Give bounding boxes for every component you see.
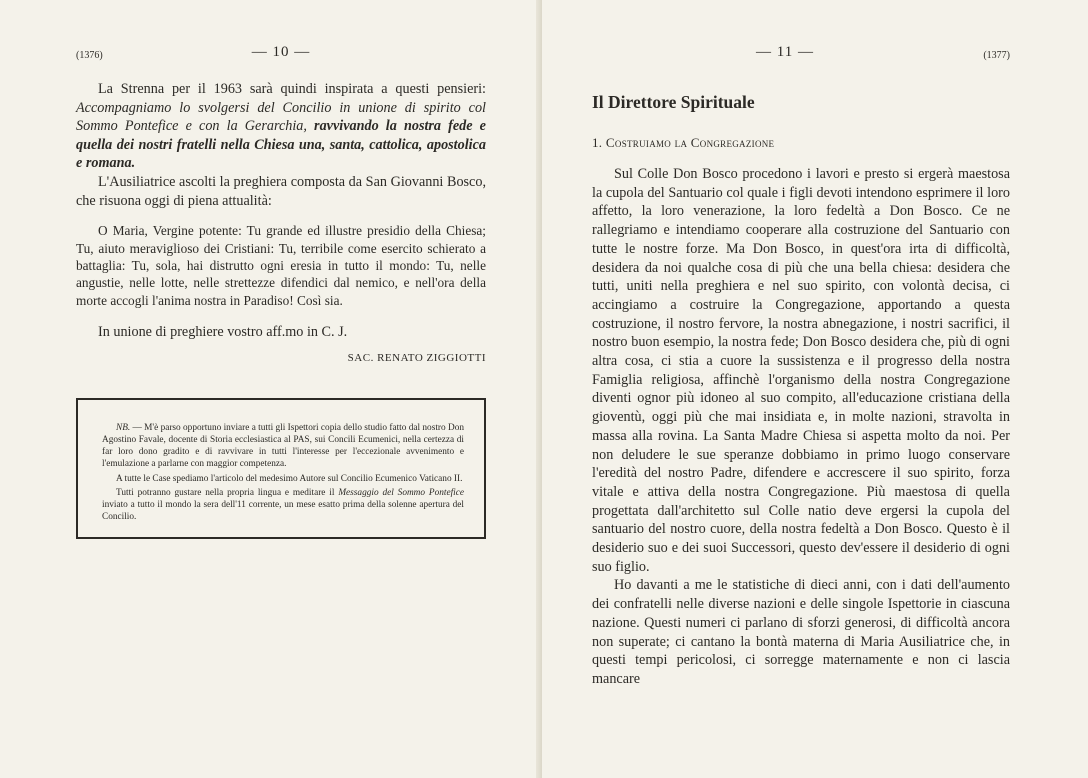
subheading-number: 1. — [592, 135, 603, 150]
signature: SAC. RENATO ZIGGIOTTI — [347, 351, 486, 364]
nb-box — [76, 398, 486, 540]
nb-text-3-italic: Messaggio del Sommo Pontefice — [338, 487, 464, 498]
subheading-text: Costruiamo la Congregazione — [605, 135, 775, 150]
left-page — [0, 0, 542, 778]
nb-paragraph-2: A tutte le Case spediamo l'articolo del medesimo Autore sul Concilio Ecumenico Vaticano II. — [116, 473, 463, 484]
santuario-paragraph: Sul Colle Don Bosco procedono i lavori e presto si ergerà maestosa la cupola del Santuario col quale i figli devoti intendono esprimere il loro affetto, la loro venerazione, la loro fedeltà a Don Bosco. Ce ne rallegriamo e intendiamo cooperare alla costruzione del Santuario con tutte le nostre forze. Ma Don Bosco, in quest'ora irta di difficoltà, desidera da noi qualche cosa di più che una bella chiesa: desidera che tutti, uniti nella preghiera e nel suo spirito, con volontà decisa, ci accingiamo a costruire la Congregazione, apportando a questa costruzione, il nostro fervore, la nostra abnegazione, i nostri sacrifici, il nostro buon esempio, la nostra fede; Don Bosco desidera che, più di ogni altra cosa, ci stia a cuore la sussistenza e il progresso della nostra Famiglia religiosa, affinchè l'organismo della nostra Congregazione diventi ognor più idoneo al suo compito, all'educazione cristiana della gioventù, oggi più che mai insidiata e, in molte nazioni, stravolta in massa alla rovina. La Santa Madre Chiesa si aspetta molto da noi. Per non deludere le sue speranze dobbiamo in primo luogo conservare l'eredità del nostro Padre, difendere e accrescere il suo spirito, forza vitale e attiva della nostra Congregazione. Più maestosa di quella progettata dall'architetto sul Colle natio deve ergersi la cupola del santuario del nostro cuore, della nostra fedeltà a Don Bosco. Questo è il desiderio suo e dei suoi Successori, questo dev'essere il desiderio di ogni suo figlio. — [592, 166, 1010, 575]
prayer-paragraph: O Maria, Vergine potente: Tu grande ed illustre presidio della Chiesa; Tu, aiuto meraviglioso dei Cristiani: Tu, terribile come esercito schierato a battaglia: Tu, sola, hai distrutto ogni eresia in tutto il mondo: Tu, nelle angustie, nelle lotte, nelle strettezze difendici dal nemico, e nell'ora della morte accogli l'anima nostra in Paradiso! Così sia. — [76, 223, 486, 308]
left-page-header — [76, 44, 486, 74]
left-folio: (1376) — [76, 50, 103, 61]
strenna-text: La Strenna per il 1963 sarà quindi inspirata a questi pensieri: — [98, 81, 486, 97]
nb-paragraph-3 — [102, 487, 464, 524]
right-folio: (1377) — [983, 50, 1010, 61]
section-title: Il Direttore Spirituale — [592, 92, 755, 112]
right-page-number: — 11 — — [756, 44, 814, 60]
left-page-number: — 10 — — [251, 44, 311, 60]
ausiliatrice-paragraph: L'Ausiliatrice ascolti la preghiera composta da San Giovanni Bosco, che risuona oggi di piena attualità: — [76, 173, 486, 209]
nb-label: NB. — [116, 422, 131, 433]
right-page — [542, 0, 1088, 778]
nb-paragraph-1 — [102, 422, 464, 471]
strenna-paragraph — [76, 80, 486, 173]
nb-text-1: — M'è parso opportuno inviare a tutti gli Ispettori copia dello studio fatto dal nostro Don Agostino Favale, docente di Storia ecclesiastica al PAS, sui Concili Ecumenici, nella certezza di far loro dono gradito e di ravvivare in tutti l'interesse per l'eccezionale avvenimento e l'emulazione a parlarne con maggior competenza. — [102, 422, 464, 470]
closing-line: In unione di preghiere vostro aff.mo in C. J. — [98, 324, 348, 341]
strenna-italic: Accompagniamo lo svolgersi del Concilio in unione di spirito col Sommo Pontefice e con la Gerarchia, — [76, 99, 486, 135]
statistiche-paragraph: Ho davanti a me le statistiche di dieci anni, con i dati dell'aumento dei confratelli nelle diverse nazioni e delle singole Ispettorie in ciascuna nazione. Questi numeri ci parlano di sforzi generosi, di difficoltà ancora non superate; ci cantano la bontà materna di Maria Ausiliatrice che, in questi tempi pericolosi, ci sorregge maternamente e non ci lascia mancare — [592, 577, 1010, 687]
right-page-header — [592, 44, 1010, 74]
subheading — [592, 135, 1010, 151]
nb-text-3a: Tutti potranno gustare nella propria lingua e meditare il — [116, 487, 339, 498]
strenna-bold-italic: ravvivando la nostra fede e quella dei nostri fratelli nella Chiesa una, santa, cattolica, apostolica e romana. — [76, 118, 486, 172]
nb-text-3b: inviato a tutto il mondo la sera dell'11 corrente, un mese esatto prima della solenne apertura del Concilio. — [102, 500, 464, 523]
